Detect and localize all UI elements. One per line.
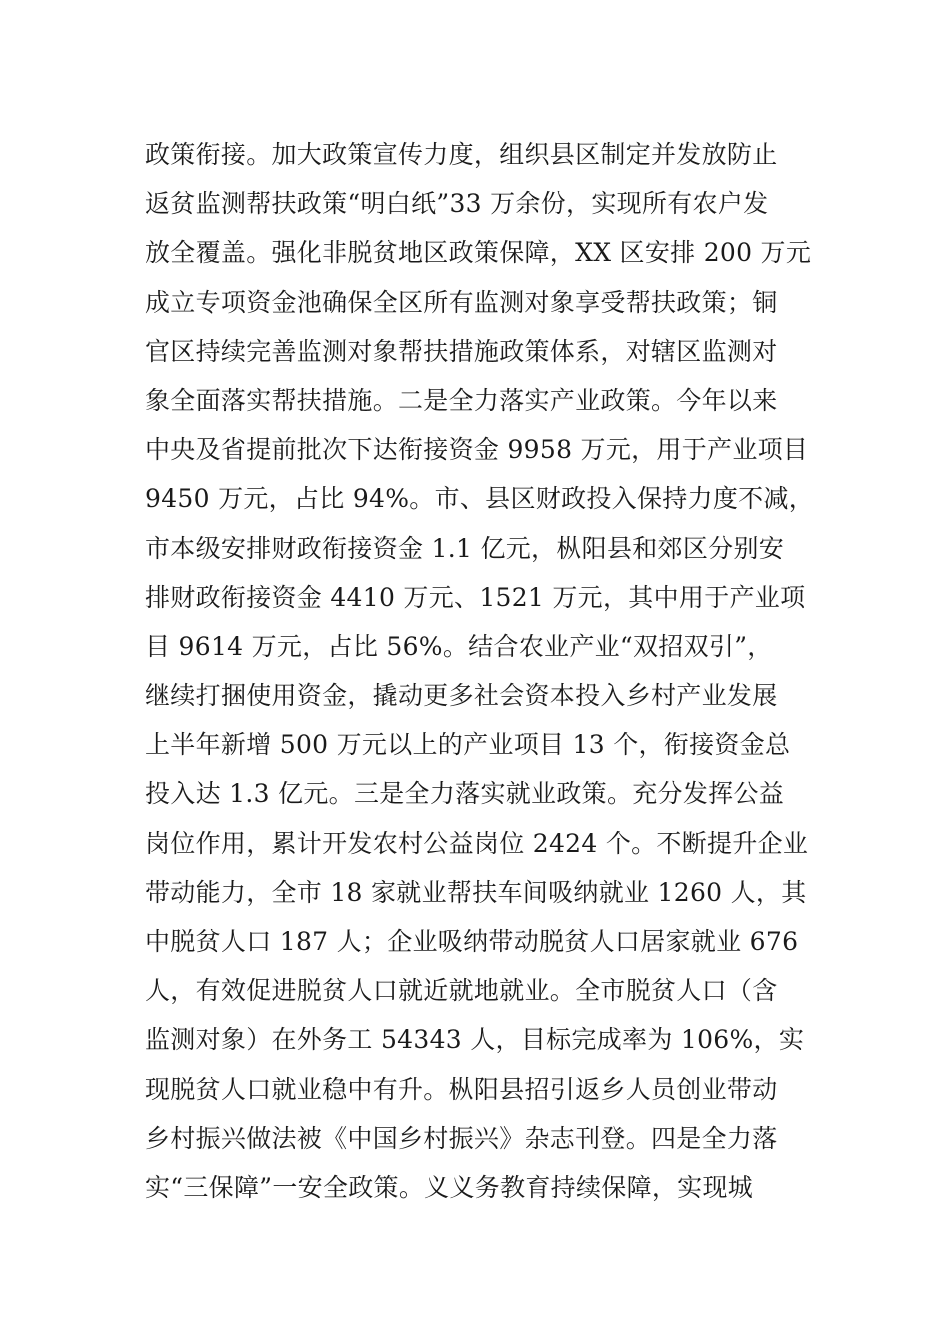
- text-line: 9450 万元，占比 94%。市、县区财政投入保持力度不减，: [145, 484, 815, 514]
- text-line: 现脱贫人口就业稳中有升。枞阳县招引返乡人员创业带动: [145, 1074, 778, 1104]
- text-line: 带动能力，全市 18 家就业帮扶车间吸纳就业 1260 人，其: [145, 877, 807, 907]
- text-line: 成立专项资金池确保全区所有监测对象享受帮扶政策；铜: [145, 287, 778, 317]
- text-line: 市本级安排财政衔接资金 1.1 亿元，枞阳县和郊区分别安: [145, 533, 785, 563]
- text-line: 象全面落实帮扶措施。二是全力落实产业政策。今年以来: [145, 385, 778, 415]
- text-line: 中央及省提前批次下达衔接资金 9958 万元，用于产业项目: [145, 435, 809, 465]
- text-line: 继续打捆使用资金，撬动更多社会资本投入乡村产业发展: [145, 681, 778, 711]
- text-line: 排财政衔接资金 4410 万元、1521 万元，其中用于产业项: [145, 582, 806, 612]
- body-text: [145, 130, 825, 1212]
- text-line: 官区持续完善监测对象帮扶措施政策体系，对辖区监测对: [145, 336, 778, 366]
- text-line: 返贫监测帮扶政策“明白纸”33 万余份，实现所有农户发: [145, 189, 769, 219]
- text-line: 投入达 1.3 亿元。三是全力落实就业政策。充分发挥公益: [145, 779, 785, 809]
- text-line: 监测对象）在外务工 54343 人，目标完成率为 106%，实: [145, 1025, 805, 1055]
- text-line: 放全覆盖。强化非脱贫地区政策保障，XX 区安排 200 万元: [145, 238, 812, 268]
- text-line: 人，有效促进脱贫人口就近就地就业。全市脱贫人口（含: [145, 976, 778, 1006]
- text-line: 中脱贫人口 187 人；企业吸纳带动脱贫人口居家就业 676: [145, 927, 799, 956]
- text-line: 岗位作用，累计开发农村公益岗位 2424 个。不断提升企业: [145, 828, 809, 858]
- text-line: 目 9614 万元，占比 56%。结合农业产业“双招双引”，: [145, 631, 773, 661]
- text-line: 上半年新增 500 万元以上的产业项目 13 个，衔接资金总: [145, 730, 791, 760]
- text-line: 政策衔接。加大政策宣传力度，组织县区制定并发放防止: [145, 140, 778, 169]
- text-line: 乡村振兴做法被《中国乡村振兴》杂志刊登。四是全力落: [145, 1123, 778, 1153]
- text-line: 实“三保障”一安全政策。义义务教育持续保障，实现城: [145, 1172, 754, 1202]
